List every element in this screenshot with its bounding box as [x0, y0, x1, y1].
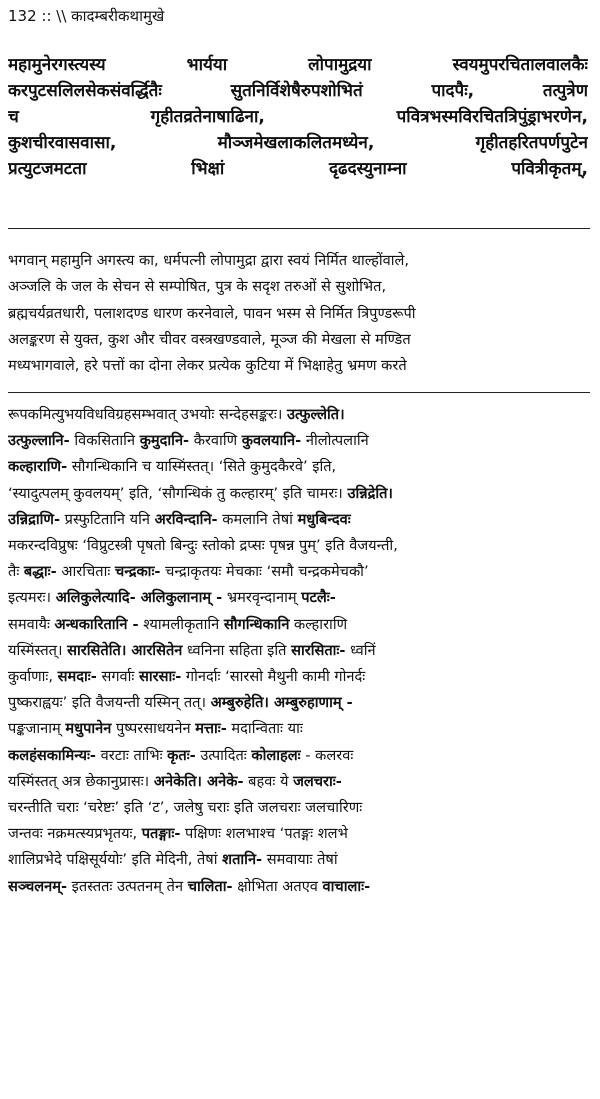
translation-line: ब्रह्मचर्यव्रतधारी, पलाशदण्ड धारण करनेवाले, पावन भस्म से निर्मित त्रिपुण्डरूपी — [8, 304, 416, 322]
commentary-keyword: बद्धाः- — [23, 563, 57, 581]
commentary-keyword: कोलाहलः — [251, 746, 301, 764]
commentary-keyword: चन्द्रकाः- — [114, 563, 161, 581]
commentary-text: आरचिताः — [56, 563, 115, 581]
commentary-line — [8, 428, 588, 454]
commentary-text: जन्तवः नक्रमत्स्यप्रभृतयः, — [8, 825, 142, 843]
commentary-keyword: सारसितेति। आरसितेन — [67, 641, 183, 659]
verse-line: च गृहीतव्रतेनाषाढिना, पवित्रभस्मविरचितत्रिपुंड्राभरणेन, — [8, 107, 588, 127]
commentary-text: गोनर्दाः ‘सारसो मैथुनी कामी गोनर्दः — [181, 668, 366, 686]
commentary-text: कल्हाराणि — [289, 615, 348, 633]
commentary-line — [8, 847, 588, 873]
translation-line: भगवान् महामुनि अगस्त्य का, धर्मपत्नी लोपामुद्रा द्वारा स्वयं निर्मित थाल्होंवाले, — [8, 252, 410, 269]
commentary-keyword: मत्ताः- — [195, 720, 227, 738]
commentary-text: रूपकमित्युभयविधविग्रहसम्भवात् उभयोः सन्देहसङ्करः। — [8, 406, 288, 423]
commentary-line — [8, 585, 588, 611]
commentary-text: तैः — [8, 563, 24, 581]
commentary-keyword: कुवलयानि- — [241, 432, 302, 450]
translation-line: अलङ्करण से युक्त, कुश और चीवर वस्त्रखण्डवाले, मूञ्ज की मेखला से मण्डित — [8, 330, 411, 348]
sanskrit-commentary — [8, 402, 588, 900]
translation-line: मध्यभागवाले, हरे पत्तों का दोना लेकर प्रत्येक कुटिया में भिक्षाहेतु भ्रमण करते — [8, 357, 407, 375]
commentary-text: ध्वनिना सहिता इति — [182, 641, 292, 659]
commentary-text: कुर्वाणाः, — [8, 668, 58, 686]
commentary-text: शालिप्रभेदे पक्षिसूर्ययोः’ इति मेदिनी, तेषां — [8, 851, 223, 869]
commentary-text: सगर्वाः — [96, 668, 140, 686]
commentary-keyword: अन्धकारितानि - — [54, 615, 139, 633]
divider-bottom — [8, 392, 590, 393]
commentary-text: यस्मिंस्तत् अत्र छेकानुप्रासः। — [8, 772, 154, 790]
commentary-text: सौगन्धिकानि च यास्मिंस्तत्। ‘सिते कुमुदकैरवे’ इति, — [67, 458, 337, 476]
commentary-keyword: कल्हाराणि- — [8, 458, 68, 476]
commentary-keyword: कुमुदानि- — [139, 432, 190, 450]
hindi-translation — [8, 248, 588, 379]
commentary-keyword: चालिता- — [187, 877, 233, 895]
commentary-line — [8, 559, 588, 585]
page-header: 132 :: \\ कादम्बरीकथामुखे — [8, 7, 165, 25]
verse-line: करपुटसलिलसेकसंवर्द्धितैः सुतनिर्विशेषैरुपशोभितं पादपैः, तत्पुत्रेण — [8, 81, 588, 101]
commentary-line — [8, 874, 588, 900]
commentary-text: क्षोभिता अतएव — [232, 877, 323, 895]
commentary-keyword: अलिकुलेत्यादि- अलिकुलानाम् - — [55, 589, 223, 607]
commentary-keyword: उन्निद्रेति। — [347, 484, 393, 502]
commentary-keyword: वाचालाः- — [322, 877, 371, 895]
commentary-text: मकरन्दविप्रुषः ‘विप्रुटस्त्री पृषतो बिन्दुः स्तोको द्रप्सः पृषन्न पुम्’ इति वैजयन्ती, — [8, 537, 398, 555]
commentary-text: कैरवाणि — [189, 432, 242, 450]
commentary-text: यस्मिंस्तत्। — [8, 641, 68, 659]
commentary-text: चरन्तीति चराः ‘चरेष्टः’ इति ‘ट’, जलेषु चराः इति जलचराः जलचारिणः — [8, 799, 363, 817]
commentary-text: बहवः ये — [243, 772, 294, 790]
commentary-line — [8, 454, 588, 480]
commentary-keyword: अनेकेति। अनेके- — [153, 772, 244, 790]
commentary-keyword: अरविन्दानि- — [154, 510, 218, 528]
commentary-text: चन्द्राकृतयः मेचकाः ‘समौ चन्द्रकमेचकौ’ — [160, 563, 369, 581]
commentary-keyword: सञ्चलनम्- — [8, 877, 68, 895]
commentary-keyword: पटलैः- — [301, 589, 336, 607]
commentary-keyword: समदाः- — [57, 668, 97, 686]
commentary-text: विकसितानि — [69, 432, 140, 450]
commentary-text: नीलोत्पलानि — [301, 432, 369, 450]
commentary-keyword: सारसिताः- — [291, 641, 346, 659]
commentary-keyword: उन्निद्राणि- — [8, 510, 61, 528]
commentary-keyword: सारसाः- — [139, 668, 182, 686]
commentary-line — [8, 743, 588, 769]
commentary-keyword: सौगन्धिकानि — [223, 615, 290, 633]
divider-top — [8, 228, 590, 229]
commentary-text: समवायाः तेषां — [262, 851, 338, 869]
commentary-keyword: पतङ्गाः- — [141, 825, 181, 843]
commentary-keyword: उत्फुल्लानि- — [8, 432, 70, 450]
commentary-text: पुष्परसाधयनेन — [111, 720, 196, 738]
commentary-text: ध्वनिं — [345, 641, 376, 659]
sanskrit-verse — [8, 52, 588, 182]
commentary-line — [8, 769, 588, 795]
commentary-text: - कलरवः — [300, 746, 354, 764]
commentary-text: पक्षिणः शलभाश्च ‘पतङ्गः शलभे — [180, 825, 348, 843]
commentary-line — [8, 664, 588, 690]
verse-line: महामुनेरगस्त्यस्य भार्यया लोपामुद्रया स्वयमुपरचितालवालकैः — [8, 55, 588, 75]
commentary-text: भ्रमरवृन्दानाम् — [222, 589, 302, 607]
commentary-line — [8, 481, 588, 507]
commentary-keyword: मधुबिन्दवः — [297, 510, 351, 528]
translation-line: अञ्जलि के जल के सेचन से सम्पोषित, पुत्र के सदृश तरुओं से सुशोभित, — [8, 278, 387, 296]
commentary-text: वरटाः ताभिः — [96, 746, 168, 764]
commentary-keyword: जलचराः- — [293, 772, 342, 790]
commentary-line — [8, 612, 588, 638]
commentary-line — [8, 507, 588, 533]
commentary-line — [8, 638, 588, 664]
verse-line: कुशचीरवासवासा, मौञ्जमेखलाकलितमध्येन, गृहीतहरितपर्णपुटेन — [8, 133, 588, 153]
commentary-keyword: कृतः- — [167, 746, 196, 764]
commentary-text: इतस्ततः उत्पतनम् तेन — [67, 877, 188, 895]
commentary-line — [8, 795, 588, 821]
commentary-text: श्यामलीकृतानि — [138, 615, 224, 633]
commentary-text: पुष्कराह्वयः’ इति वैजयन्ती यस्मिन् तत्। — [8, 694, 211, 712]
commentary-line — [8, 533, 588, 559]
commentary-text: उत्पादितः — [195, 746, 252, 764]
commentary-keyword: उत्फुल्लेति। — [287, 406, 345, 423]
commentary-keyword: अम्बुरुहेति। अम्बुरुहाणाम् - — [210, 694, 353, 712]
verse-line: प्रत्युटजमटता भिक्षां दृढदस्युनाम्ना पवित्रीकृतम्, — [8, 159, 588, 179]
commentary-text: मदान्विताः याः — [226, 720, 303, 738]
commentary-text: कमलानि तेषां — [217, 510, 298, 528]
commentary-line — [8, 402, 588, 428]
commentary-text: पङ्कजानाम् — [8, 720, 66, 738]
commentary-text: इत्यमरः। — [8, 589, 56, 607]
commentary-keyword: कलहंसकामिन्यः- — [8, 746, 96, 764]
commentary-line — [8, 716, 588, 742]
commentary-text: समवायैः — [8, 615, 55, 633]
commentary-line — [8, 690, 588, 716]
commentary-line — [8, 821, 588, 847]
commentary-keyword: मधुपानेन — [65, 720, 112, 738]
commentary-text: प्रस्फुटितानि यनि — [60, 510, 155, 528]
commentary-text: ‘स्यादुत्पलम् कुवलयम्’ इति, ‘सौगन्धिकं तु कल्हारम्’ इति चामरः। — [8, 484, 348, 502]
commentary-keyword: शतानि- — [222, 851, 263, 869]
